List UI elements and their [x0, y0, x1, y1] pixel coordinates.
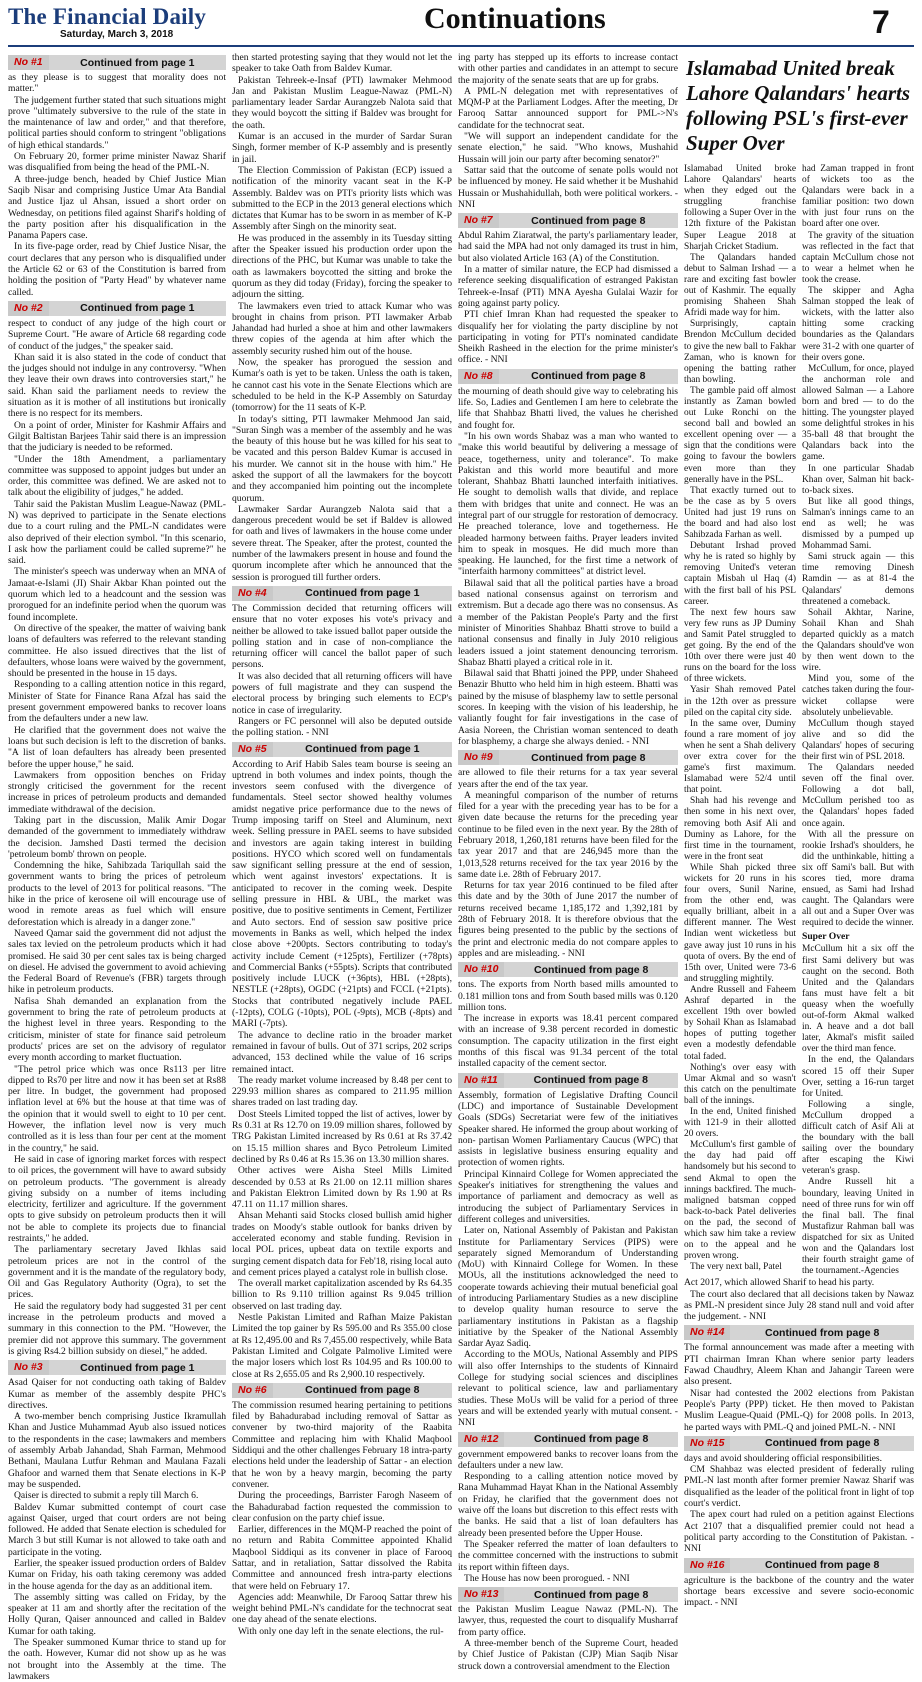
continuation-number: No #2 — [8, 301, 49, 316]
paragraph: tons. The exports from North based mills amounted to 0.181 million tons and from South based mills was 0.120 million tons. — [458, 979, 678, 1013]
paragraph: But like all good things, Salman's innings came to an end as well; he was dismissed by a pumped up Mohammad Sami. — [802, 496, 914, 552]
paragraph: Ahsan Mehanti said Stocks closed bullish amid higher trades on Moody's stable outlook for banks driven by accelerated economy and stable funding. Revision in local POL prices, upbeat data on textile exports and surging cement dispatch data for Feb'18, rising local auto and cement prices played a catalyst role in bullish close. — [232, 1210, 452, 1278]
paragraph: government empowered banks to recover loans from the defaulters under a new law. — [458, 1448, 678, 1471]
paragraph: Shah had his revenge and then some in his next over, removing both Asif Ali and Duminy as Lahore, for the first time in the tournament, were in the front seat — [684, 796, 796, 862]
continuation-body — [458, 1090, 678, 1429]
paragraph: McCullum, for once, played the anchorman role and allowed Salman — a Lahore born and bred — to do the hitting. The youngster played some delightful strokes in his 35-ball 48 that brought the Qalandars back into the game. — [802, 363, 914, 463]
paragraph: The gamble paid off almost instantly as Zaman bowled out Luke Ronchi on the second ball and bowled an excellent opening over — a sign that the conditions were going to favour the bowlers even more than they generally have in the PSL. — [684, 385, 796, 485]
continuation-body — [8, 318, 226, 1357]
continuation-body — [458, 979, 678, 1069]
paragraph: Dost Steels Limited topped the list of actives, lower by Rs 0.31 at Rs 12.70 on 19.09 million shares, followed by TRG Pakistan Limited increased by Rs 0.61 at Rs 37.42 on 15.15 million shares and Byco Petroleum Limited declined by Rs 0.46 at Rs 15.36 on 13.30 million shares. — [232, 1108, 452, 1165]
paragraph: McCullum hit a six off the first Sami delivery but was caught on the second. Both United and the Qalandars fans must have felt a bit queasy when the woefully out-of-form Akmal walked in. A heave and a dot ball later, Akmal's misfit sailed over the third man fence. — [802, 944, 914, 1055]
continuation-label: Continued from page 8 — [533, 1074, 648, 1087]
paragraph: With only one day left in the senate elections, the rul- — [238, 1625, 444, 1637]
paragraph: Earlier, the speaker issued production orders of Baldev Kumar on Friday, his oath taking ceremony was added in the house agenda for the day as an additional item. — [8, 1558, 226, 1592]
paragraph: "We will support an independent candidate for the senate election," he said. "Who knows, Mushahid Hussain will join our party after becoming senator?" — [458, 131, 678, 165]
continuation-label: Continued from page 8 — [531, 214, 646, 227]
paragraph: Bilawal said that Bhatti joined the PPP, under Shaheed Benazir Bhutto who held him in high esteem. Bhatti was pained by the misuse of blasphemy law to settle personal scores. In keeping with the vision of his leadership, he valiantly fought for fair investigations in the case of Aasia Noreen, the Christian woman sentenced to death for blasphemy, a charge she always denied. - NNI — [458, 668, 678, 747]
paragraph: During the proceedings, Barrister Farogh Naseem of the Bahadurabad faction requested the commission to clear confusion on the party chief issue. — [232, 1490, 452, 1524]
paragraph: Following a single, McCullum dropped a difficult catch of Asif Ali at the boundary with the ball sailing over the boundary after escaping the Kiwi veteran's grasp. — [802, 1099, 914, 1177]
continuation-number: No #12 — [458, 1432, 504, 1447]
paragraph: Mind you, some of the catches taken during the four-wicket collapse were absolutely unbelievable. — [802, 674, 914, 718]
paragraph: The Qalandars needed seven off the final over. Following a dot ball, McCullum perished too as the Qalandars' hopes faded once again. — [802, 763, 914, 829]
paragraph: On a point of order, Minister for Kashmir Affairs and Gilgit Baltistan Barjees Tahir said there is an impression that the judiciary is needed to be reformed. — [8, 419, 226, 454]
continuation-header — [458, 369, 678, 384]
continuation-label: Continued from page 8 — [534, 1433, 649, 1446]
continuation-body — [458, 52, 678, 210]
paragraph: the Pakistan Muslim League Nawaz (PML-N). The lawyer, thus, requested the court to disqualify Musharraf from party office. — [458, 1604, 678, 1638]
paragraph: "In his own words Shabaz was a man who wanted to "make this world beautiful by delivering a message of peace, togetherness, unity and tolerance". To make Pakistan and this world more beautiful and more tolerant, Shahbaz Bhatti launched interfaith initiatives. He sought to demolish walls that divide, and replace them with bridges that unite and connect. He was an integral part of our struggle for restoration of democracy. He preached tolerance, love and togetherness. He pleaded harmony between faiths. Prayer leaders invited him to speak in mosques. He did much more than speaking. He launched, for the first time a network of "interfaith harmony committees" at district level. — [458, 430, 678, 578]
paragraph: Condemning the hike, Sahibzada Tariqullah said the government wants to bring the prices of petroleum products to the level of 2013 for political reasons. "The hike in the price of kerosene oil will encourage use of wood in remote areas as fuel which will ensure deforestation which is already in a danger zone." — [8, 860, 226, 928]
paragraph: Surprisingly, captain Brendon McCullum decided to give the new ball to Fakhar Zaman, who is known for opening the batting rather than bowling. — [684, 319, 796, 385]
column-2 — [232, 52, 452, 1637]
continuation-header — [684, 1325, 914, 1340]
continuation-label: Continued from page 1 — [80, 1361, 195, 1374]
paragraph: The parliamentary secretary Javed Ikhlas said petroleum prices are not in the control of the government and it is the mandate of the regulatory body, Oil and Gas Regulatory Authority (Ogra), to set the prices. — [8, 1244, 226, 1301]
continuation-header — [458, 1587, 678, 1602]
paragraph: The Commission decided that returning officers will ensure that no voter exposes his vote's privacy and neither be allowed to take issued ballot paper outside the polling station and in case of non-compliance the returning officer will cancel the ballot paper of such persons. — [232, 602, 452, 671]
continuation-number: No #11 — [458, 1073, 504, 1088]
paragraph: Andre Russell and Faheem Ashraf departed in the excellent 19th over bowled by Sohail Khan as Islamabad hopes of putting together even a modestly defendable total faded. — [684, 984, 796, 1062]
paragraph: In its five-page order, read by Chief Justice Nisar, the court declares that any person who is disqualified under the Article 62 or 63 of the Constitution is barred from holding the position of "Party Head" by whatever name called. — [8, 241, 226, 298]
paragraph: The formal announcement was made after a meeting with PTI chairman Imran Khan where senior party leaders Fawad Chaudhry, Aleem Khan and Jahangir Tareen were also present. — [684, 1342, 914, 1388]
story-headline: Islamabad United break Lahore Qalandars' hearts following PSL's first-ever Super Over — [686, 56, 911, 155]
paragraph: The gravity of the situation was reflected in the fact that captain McCullum chose not to wear a helmet when he took the crease. — [802, 230, 914, 285]
continuation-number: No #13 — [458, 1587, 504, 1602]
column-4 — [684, 52, 914, 1609]
continuation-label: Continued from page 8 — [765, 1437, 880, 1450]
paragraph: The Election Commission of Pakistan (ECP) issued a notification of the minority vacant seat in the K-P Assembly. Baldev was on PTI's priority lists which was submitted to the ECP in the 2013 general elections which dictates that Kumar has to be sworn in as member of K-P Assembly after Singh on the minority seat. — [232, 164, 452, 233]
column-1 — [8, 52, 226, 1682]
continuation-label: Continued from page 8 — [305, 1384, 420, 1397]
paragraph: He said the regulatory body had suggested 31 per cent increase in the petroleum products and moved a summary in this connection to the PM. "However, the premier did not approve this summary. The government is giving Rs4.2 billion subsidy on diesel," he added. — [8, 1300, 226, 1357]
paragraph: Taking part in the discussion, Malik Amir Dogar demanded of the government to immediately withdraw the decision. Jamshed Dasti termed the decision 'petroleum bomb' thrown on people. — [8, 815, 226, 860]
paragraph: In a matter of similar nature, the ECP had dismissed a reference seeking disqualification of estranged Pakistan Tehreek-e-Insaf (PTI) MNA Ayesha Gulalai Wazir for going against party policy. — [458, 264, 678, 309]
continuation-number: No #7 — [458, 213, 499, 228]
paragraph: The Speaker referred the matter of loan defaulters to the committee concerned with the instructions to submit its report within fifteen days. — [458, 1538, 678, 1573]
paragraph: Earlier, differences in the MQM-P reached the point of no return and Rabita Committee appointed Khalid Maqbool Siddiqui as its convener in place of Farooq Sattar, and in retaliation, Sattar dissolved the Rabita Committee and announced fresh intra-party elections that were held on February 17. — [232, 1524, 452, 1592]
paragraph: Khan said it is also stated in the code of conduct that the judges should not indulge in any controversy. "When they leave their own draws into controversies start," he said. Khan said the parliament needs to review the situation as it is mother of all institutions but ironically there is no respect for its members. — [8, 351, 226, 420]
paragraph: Kumar is an accused in the murder of Sardar Suran Singh, former member of K-P assembly and is presently in jail. — [232, 131, 452, 165]
continuation-header — [684, 1436, 914, 1451]
paragraph: Abdul Rahim Ziaratwal, the party's parliamentary leader, had said the MPA had not only damaged its trust in him, but also violated Article 163 (A) of the Constitution. — [458, 230, 678, 264]
paragraph: Nafisa Shah demanded an explanation from the government to bring the rate of petroleum products at the highest level in three years. Responding to the criticism, minister of state for finance said petroleum products' prices are set on the advisory of regulator every month according to market fluctuation. — [8, 995, 226, 1064]
continuation-number: No #4 — [232, 586, 273, 601]
paragraph: The Qalandars handed debut to Salman Irshad — a rare and exciting fast bowler out of Kashmir. The equally promising Shaheen Shah Afridi made way for him. — [684, 252, 796, 319]
continuation-number: No #6 — [232, 1383, 273, 1398]
paragraph: The next few hours saw very few runs as JP Duminy and Samit Patel struggled to get going. By the end of the 10th over there were just 40 runs on the board for the loss of three wickets. — [684, 607, 796, 685]
continuation-header — [458, 213, 678, 228]
paragraph: He said in case of ignoring market forces with respect to oil prices, the government will have to award subsidy on petroleum products. "The government is already giving subsidy on a number of items including electricity, fertilizer and agriculture. If the government opts to give subsidy on petroleum products then it will not be able to complete its projects due to financial restraints," he added. — [8, 1153, 226, 1244]
continuation-body — [684, 1575, 914, 1609]
paragraph: Agencies add: Meanwhile, Dr Farooq Sattar threw his weight behind PML-N's candidate for the technocrat seat one day ahead of the senate elections. — [232, 1591, 452, 1626]
continuation-body — [458, 230, 678, 366]
section-title: Continuations — [424, 2, 606, 35]
continuation-body — [8, 1377, 226, 1682]
paragraph: The commission resumed hearing pertaining to petitions filed by Bahadurabad including removal of Sattar as convener by two-third majority of the Raabita Committee and replacing him with Khalid Maqbool Siddiqui and the other challenges February 18 intra-party elections held under the leadership of Sattar - an election that he won by a heavy margin, becoming the party convener. — [232, 1399, 452, 1490]
continuation-label: Continued from page 8 — [765, 1559, 880, 1572]
paragraph: Principal Kinnaird College for Women appreciated the Speaker's initiatives for strengthening the values and importance of parliament and democracy as well as introducing the subject of Parliamentary Services in different colleges and universities. — [458, 1168, 678, 1225]
continuation-label: Continued from page 8 — [765, 1326, 880, 1339]
paragraph: The apex court had ruled on a petition against Elections Act 2107 that a disqualified premier could not head a political party according to the Constitution of Pakistan. - NNI — [684, 1509, 914, 1555]
continuation-label: Continued from page 8 — [534, 963, 649, 976]
continuation-label: Continued from page 1 — [305, 743, 420, 756]
continuation-header — [458, 1432, 678, 1447]
paragraph: The Speaker summoned Kumar thrice to stand up for the oath. However, Kumar did not show up as he was not brought into the Assembly at the time. The lawmakers — [8, 1637, 226, 1682]
continuation-body — [458, 386, 678, 748]
paragraph: The advance to decline ratio in the broader market remained in favour of bulls. Out of 371 scrips, 202 scrips advanced, 153 declined while the value of 16 scrips remained intact. — [232, 1029, 452, 1075]
continuation-header — [232, 1383, 452, 1398]
paragraph: Returns for tax year 2016 continued to be filed after this date and by the 30th of June 2017 the number of returns received became 1,185,172 and 1,392,181 by 28th of February 2018. It is therefore obvious that the figures being presented to the public by the sections of the print and electronic media do not compare apples to apples and are misleading. - NNI — [458, 880, 678, 959]
paragraph: On directive of the speaker, the matter of waiving bank loans of defaulters was referred to the relevant standing committee. He also issued directives that the list of defaulters, whose loans were waived by the government, should be presented in the house in 15 days. — [8, 622, 226, 680]
story-right-paragraphs — [802, 164, 914, 929]
paragraph: McCullum though stayed alive and so did the Qalandars' hopes of securing their first win of PSL 2018. — [802, 718, 914, 762]
masthead — [0, 0, 922, 46]
continuation-body — [684, 1453, 914, 1555]
paragraph: A three-member bench of the Supreme Court, headed by Chief Justice of Pakistan (CJP) Mian Saqib Nisar struck down a controversial amendment to the Election — [458, 1638, 678, 1672]
paragraph: The court also declared that all decisions taken by Nawaz as PML-N president since July 28 stand null and void after the judgement. - NNI — [684, 1288, 914, 1323]
continuation-body — [684, 1342, 914, 1432]
paragraph: Islamabad United broke Lahore Qalandars' hearts when they edged out the struggling franchise following a Super Over in the 12th fixture of the Pakistan Super League 2018 at Sharjah Cricket Stadium. — [684, 164, 796, 252]
paragraph: Lawmakers from opposition benches on Friday strongly criticised the government for the recent increase in prices of petroleum products and demanded immediate withdrawal of the decision. — [8, 769, 226, 815]
paragraph: The increase in exports was 18.41 percent compared with an increase of 9.38 percent recorded in domestic consumption. The capacity utilization in the first eight months of this fiscal was 91.34 percent of the total installed capacity of the cement sector. — [458, 1013, 678, 1070]
paragraph: Nisar had contested the 2002 elections from Pakistan People's Party (PPP) ticket. He then moved to Pakistan Muslim League-Quaid (PML-Q) for 2008 polls. In 2013, he parted ways with PML-Q and joined PML-N. - NNI — [684, 1387, 914, 1433]
paragraph: In one particular Shadab Khan over, Salman hit back-to-back sixes. — [802, 463, 914, 496]
paragraph: Sattar said that the outcome of senate polls would not be influenced by money. He said whether it be Mushahid Hussain or Mushahidullah, both were political workers. - NNI — [458, 164, 678, 210]
continuation-number: No #5 — [232, 742, 273, 757]
continuation-header — [8, 301, 226, 316]
paragraph: Assembly, formation of Legislative Drafting Council (LDC) and importance of Sustainable Development Goals (SDGs) Secretariat were few of the initiatives Speaker shared. He informed the group about working of non- partisan Women Parliamentary Caucus (WPC) that assists in legislative business ensuring equality and protection of women rights. — [458, 1089, 678, 1169]
paragraph: The minister's speech was underway when an MNA of Jamaat-e-Islami (JI) Shair Akbar Khan pointed out the quorum which led to a headcount and the session was prorogued for an indefinite period when the quorum was found incomplete. — [8, 566, 226, 623]
continuation-header — [8, 55, 226, 70]
paragraph: He clarified that the government does not waive the loans but such decision is left to the discretion of banks. "A list of loan defaulters has already been presented before the upper house," he said. — [8, 724, 226, 770]
paragraph: Asad Qaiser for not conducting oath taking of Baldev Kumar as member of the assembly despite PHC's directives. — [8, 1377, 226, 1411]
continuation-body — [458, 1604, 678, 1672]
paragraph: PTI chief Imran Khan had requested the speaker to disqualify her for violating the party discipline by not participating in voting for PTI's nominated candidate Sheikh Rasheed in the election for the prime minister's office. - NNI — [458, 309, 678, 366]
continuation-header — [458, 1073, 678, 1088]
story-body — [684, 164, 914, 1277]
continuation-header — [684, 1558, 914, 1573]
paragraph: Nothing's over easy with Umar Akmal and so wasn't this catch on the penultimate ball of the innings. — [684, 1062, 796, 1106]
page-number: 7 — [872, 4, 890, 40]
paragraph: Qaiser is directed to submit a reply till March 6. — [14, 1490, 199, 1502]
continuation-label: Continued from page 1 — [80, 56, 195, 69]
paragraph: In the end, the Qalandars scored 15 off their Super Over, setting a 16-run target for United. — [802, 1055, 914, 1099]
paragraph: According to Arif Habib Sales team bourse is seeing an uptrend in both volumes and index points, though the investors seem confused with the divergence of fundamentals. Steel sector showed healthy volumes amidst negative price performance due to the news of Trump imposing tariff on Steel and Aluminum, next week. Selling pressure in PAEL seems to have subsided and investors are again taking interest in building positions. HYCO which scored well on fundamentals saw significant selling pressure at the end of session, which went against investors' expectations. It is anticipated to recover in the coming week. Despite selling pressure in HBL & UBL, the market was positive, due to positive sentiments in Cement, Fertilizer and Auto sectors. End of session saw positive price movements in Banks as well, which helped the index close above +200pts. Sectors contributing to today's activity include Cement (+125pts), Fertilizer (+78pts) and Commercial Banks (+55pts). Scripts that contributed positively include LUCK (+36pts), HBL (+28pts), NESTLE (+28pts), OGDC (+21pts) and FCCL (+21pts). Stocks that contributed negatively include PAEL (-12pts), COLG (-10pts), POL (-9pts), MCB (-8pts) and MARI (-7pts). — [232, 758, 452, 1030]
paragraph: It was also decided that all returning officers will have powers of full magistrate and they can suspend the electoral process by bringing such elements to ECP's notice in case of irregularity. — [232, 670, 452, 716]
paragraph: According to the MOUs, National Assembly and PIPS will also offer Internships to the students of Kinnaird College for studying social sciences and disciplines relevant to political science, law and parliamentary studies. These MoUs will be valid for a period of three years and will be extended yearly with mutual consent. - NNI — [458, 1349, 678, 1429]
continuation-number: No #10 — [458, 962, 504, 977]
paragraph: "The petrol price which was once Rs113 per litre dipped to Rs70 per litre and now it has been set at Rs88 per litre. In budget, the government had proposed inflation level at 6% but the house at that time was of the opinion that it would swell to eight to 10 per cent. However, the inflation level now is very much controlled as it is less than four per cent at the moment in the country," he said. — [8, 1063, 226, 1154]
paragraph: days and avoid shouldering official responsibilities. — [684, 1452, 883, 1464]
paragraph: The assembly sitting was called on Friday, by the speaker at 11 am and shortly after the recitation of the Holly Quran, Qaiser announced and called in Baldev Kumar for oath taking. — [8, 1591, 226, 1637]
continuation-number: No #16 — [684, 1558, 730, 1573]
paragraph: Tahir said the Pakistan Muslim League-Nawaz (PML-N) was deprived to participate in the Senate elections due to a court ruling and the PML-N candidates were also deprived of their election symbol. "In this scenario, I ask how the parliament could be called supreme?" he said. — [8, 498, 226, 567]
continuation-body — [458, 767, 678, 959]
paragraph: The skipper and Agha Salman stopped the leak of wickets, with the latter also hitting some cracking boundaries as the Qalandars were 31-2 with one quarter of their overs gone. — [802, 286, 914, 363]
continuation-body — [232, 603, 452, 739]
paragraph: Responding to a calling attention notice in this regard, Minister of State for Finance Rana Afzal has said the present government empowered banks to recover loans from the defaulters under a new law. — [8, 679, 226, 725]
paragraph: "Under the 18th Amendment, a parliamentary committee was supposed to appoint judges but under an order, this committee was defined. We are asked not to talk about the eligibility of judges," he added. — [8, 453, 226, 499]
continuation-header — [232, 742, 452, 757]
paragraph: Andre Russell hit a boundary, leaving United in need of three runs for win off the final ball. The final Mustafizur Rahman ball was dispatched for six as United won and the Qalandars lost their fourth straight game of the tournament.-Agencies — [802, 1177, 914, 1277]
continuation-body — [8, 72, 226, 298]
continuation-body — [458, 1449, 678, 1585]
continuation-header — [458, 750, 678, 765]
paragraph: Lawmaker Sardar Aurangzeb Nalota said that a dangerous precedent would be set if Baldev is allowed for oath and lives of lawmakers in the house come under severe threat. The Speaker, after the protest, counted the number of the lawmakers present in house and found the quorum incomplete after which he announced that the session is prorogued till further orders. — [232, 503, 452, 583]
paragraph: The judgement further stated that such situations might prove "ultimately subversive to the rule of the state in the maintenance of law and order," and that therefore, political parties should conform to stringent "obligations of high ethical standards." — [8, 94, 226, 151]
paragraph: In the same over, Duminy found a rare moment of joy when he sent a Shah delivery over extra cover for the game's first maximum. Islamabad were 52/4 until that point. — [684, 718, 796, 796]
paragraph: He was produced in the assembly in its Tuesday sitting after the Speaker issued his production order upon the directions of the PHC, but Kumar was unable to take the oath as lawmakers boycotted the sitting and broke the quorum as they did today (Friday), forcing the speaker to adjourn the sitting. — [232, 232, 452, 301]
paragraph: agriculture is the backbone of the country and the water shortage bears excessive and severe socio-economic impact. - NNI — [684, 1574, 914, 1609]
paragraph: In today's sitting, PTI lawmaker Mehmood Jan said, "Suran Singh was a member of the assembly and he was the beauty of this house but he was killed for his seat to be vacated and this person Baldev Kumar is accused in his murder. We cannot sit in the house with him." He asked the support of all the lawmakers for the boycott and they accompanied him pointing out the incomplete quorum. — [232, 413, 452, 504]
continuation-number: No #9 — [458, 750, 499, 765]
continuation-number: No #3 — [8, 1360, 49, 1375]
continuation-label: Continued from page 1 — [80, 302, 195, 315]
paragraph: Baldev Kumar submitted contempt of court case against Qaiser, urged that court orders are not being followed. He added that Senate election is scheduled for March 3 but still Kumar is not allowed to take oath and participate in the voting. — [8, 1501, 226, 1558]
paragraph: Later on, National Assembly of Pakistan and Pakistan Institute for Parliamentary Services (PIPS) were separately signed Memorandum of Understanding (MoU) with Kinnaird College for Women. In these MOUs, all the institutions acknowledged the need to cooperate towards achieving their mutual beneficial goal of introducing Parliamentary Studies as a new discipline to develop quality human resource to serve the parliamentary institutions in Pakistan as a flagship initiative by the Speaker of the National Assembly Sardar Ayaz Sadiq. — [458, 1225, 678, 1350]
paragraph: The lawmakers even tried to attack Kumar who was brought in chains from prison. PTI lawmaker Arbab Jahandad had hurled a shoe at him and other lawmakers threw copies of the agenda at him after which the assembly security rushed him out of the house. — [232, 300, 452, 357]
paragraph: Other actives were Aisha Steel Mills Limited descended by 0.53 at Rs 21.00 on 12.11 million shares and Pakistan Elektron Limited down by Rs 1.90 at Rs 47.11 on 11.17 million shares. — [232, 1165, 452, 1211]
paragraph: Naveed Qamar said the government did not adjust the sales tax levied on the petroleum products which it had promised. He said 30 per cent sales tax is being charged on diesel. He advised the government to avoid achieving the Federal Board of Revenue's (FBR) targets through hike in petroleum products. — [8, 927, 226, 996]
continuation-body — [684, 1277, 914, 1322]
continuation-body — [232, 759, 452, 1380]
paragraph: The House has now been prorogued. - NNI — [464, 1572, 630, 1584]
paragraph: While Shah picked three wickets for 20 runs in his four overs, Sunil Narine, from the other end, was equally brilliant, albeit in a different manner. The West Indian went wicketless but gave away just 10 runs in his quota of overs. By the end of 15th over, United were 73-6 and struggling mightily. — [684, 862, 796, 984]
paragraph: as they please is to suggest that morality does not matter." — [8, 72, 226, 95]
paragraph: In the end, United finished with 121-9 in their allotted 20 overs. — [684, 1106, 796, 1140]
paragraph: Yasir Shah removed Patel in the 12th over as pressure piled on the capital city side. — [684, 685, 796, 718]
paragraph: respect to conduct of any judge of the high court or Supreme Court. "He aware of Article 68 regarding code of conduct of the judges," the speaker said. — [8, 317, 226, 352]
paper-logo — [8, 4, 206, 30]
paragraph: Nestle Pakistan Limited and Rafhan Maize Pakistan Limited the top gainer by Rs 595.00 and Rs 355.00 close at Rs 12,495.00 and Rs 7,455.00 respectively, while Bata Pakistan Limited and Colgate Palmolive Limited were the major losers which lost Rs 104.95 and Rs 100.00 to close at Rs 2,655.05 and Rs 2,900.10 respectively. — [232, 1312, 452, 1380]
paragraph: The overall market capitalization ascended by Rs 64.35 billion to Rs 9.110 trillion against Rs 9.045 trillion observed on last trading day. — [232, 1278, 452, 1312]
continuation-label: Continued from page 8 — [534, 1588, 649, 1601]
paragraph: A meaningful comparison of the number of returns filed for a year with the preceding year has to be for a given date because the returns for the preceding year continue to be filed even in the next year. By the 28th of February 2018, 1,260,181 returns have been filed for the tax year 2017 and that are 246,945 more than the 1,013,528 returns received for the tax year 2016 by the same date i.e. 28th of February 2017. — [458, 789, 678, 880]
continuation-label: Continued from page 1 — [305, 587, 420, 600]
paragraph: Rangers or FC personnel will also be deputed outside the polling station. - NNI — [232, 715, 452, 739]
paragraph: CM Shahbaz was elected president of federally ruling PML-N last month after former premier Nawaz Sharif was disqualified as the leader of the political front in light of top court's verdict. — [684, 1464, 914, 1510]
paragraph: A three-judge bench, headed by Chief Justice Mian Saqib Nisar and comprising Justice Umar Ata Bandial and Justice Ijaz ul Ahsan, issued a short order on Wednesday, on petitions filed against Sharif's holding of the party position after his disqualification in the Panama Papers case. — [8, 173, 226, 242]
continuation-number: No #8 — [458, 369, 499, 384]
paragraph: Responding to a calling attention notice moved by Rana Muhammad Hayat Khan in the National Assembly on Friday, he clarified that the government does not waive off the loans but discretion to this effect rests with the banks. He said that a list of loan defaulters has already been presented before the Upper House. — [458, 1471, 678, 1539]
column-3 — [458, 52, 678, 1672]
paragraph: On February 20, former prime minister Nawaz Sharif was disqualified from being the head of the PML-N. — [8, 151, 226, 174]
paragraph: the mourning of death should give way to celebrating his life. So, Ladies and Gentlemen I am here to celebrate the life that Shahbaz Bhatti lived, the values he cherished and fought for. — [458, 385, 678, 431]
paragraph: The very next ball, Patel — [690, 1262, 782, 1273]
paragraph: Pakistan Tehreek-e-Insaf (PTI) lawmaker Mehmood Jan and Pakistan Muslim League-Nawaz (PML-N) parliamentary leader Sardar Aurangzeb Nalota said that they would boycott the sitting if Baldev was brought for the oath. — [232, 74, 452, 131]
paragraph: McCullum's first gamble of the day had paid off handsomely but his second to send Akmal to open the innings backfired. The much-maligned batsman copped back-to-back Patel deliveries on the pad, the second of which saw him take a review on to the appeal and he proven wrong. — [684, 1140, 796, 1262]
story-left-column — [684, 164, 796, 1277]
continuation-label: Continued from page 8 — [531, 751, 646, 764]
paragraph: had Zaman trapped in front of wickets too as the Qalandars were back in a familiar position: two down with just four runs on the board after one over. — [802, 164, 914, 230]
paragraph: Now, the speaker has prorogued the session and Kumar's oath is yet to be taken. Unless the oath is taken, he cannot cast his vote in the Senate Elections which are scheduled to be held in the K-P Assembly on Saturday (tomorrow) for the 11 seats of K-P. — [232, 357, 452, 414]
continuation-body — [232, 1400, 452, 1637]
paper-name: The Financial Daily — [8, 4, 207, 29]
paragraph: Sami struck again — this time removing Dinesh Ramdin — as at 81-4 the Qalandars' demons threatened a comeback. — [802, 552, 914, 607]
paragraph: The ready market volume increased by 8.48 per cent to 229.93 million shares as compared to 211.95 million shares traded on last trading day. — [232, 1074, 452, 1109]
paragraph: A two-member bench comprising Justice Ikramullah Khan and Justice Muhammad Ayub also issued notices to the respondents in the case; lawmakers and members of assembly Arbab Jahandad, Shah Farman, Mehmood Bethani, Maulana Lutfur Rehman and Maulana Fazali Ghafoor and warned them that Senate elections in K-P may be suspended. — [8, 1411, 226, 1490]
paragraph: then started protesting saying that they would not let the speaker to take Oath from Baldev Kumar. — [232, 52, 452, 75]
story-right-column — [802, 164, 914, 1277]
paragraph: are allowed to file their returns for a tax year several years after the end of the tax year. — [458, 767, 678, 790]
issue-date: Saturday, March 3, 2018 — [60, 29, 174, 40]
super-over-subhead: Super Over — [802, 931, 850, 943]
header-rule — [8, 45, 914, 47]
paragraph: That exactly turned out to be the case as by 5 overs United had just 19 runs on the board and had also lost Sahibzada Farhan as well. — [684, 485, 796, 541]
super-over-paragraphs — [802, 944, 914, 1277]
paragraph: Sohail Akhtar, Narine, Sohail Khan and Shah departed quickly as a match the Qalandars should've won by then went down to the wire. — [802, 607, 914, 674]
continuation-number: No #15 — [684, 1436, 730, 1451]
paragraph: A PML-N delegation met with representatives of MQM-P at the Parliament Lodges. After the meeting, Dr Farooq Sattar announced support for PML->N's candidate for the technocrat seat. — [458, 85, 678, 131]
paragraph: Act 2017, which allowed Sharif to head his party. — [684, 1277, 875, 1289]
continuation-header — [8, 1360, 226, 1375]
paragraph: Debutant Irshad proved why he is rated so highly by removing United's veteran captain Misbah ul Haq (4) with the first ball of his PSL career. — [684, 541, 796, 607]
paragraph: Bilawal said that all the political parties have a broad based national consensus against on terrorism and extremism. But a decade ago there was no consensus. As a member of the Pakistan People's Party and the first minister of Minorities Shahbaz Bhatti strove to build a national consensus and finally in July 2010 religious leaders issued a joint statement denouncing terrorism. Shabaz Bhatti played a critical role in it. — [458, 577, 678, 668]
continuation-number: No #1 — [8, 55, 49, 70]
continuation-header — [232, 586, 452, 601]
paragraph: ing party has stepped up its efforts to increase contact with other parties and candidates in an attempt to secure the majority of the senate seats that are up for grabs. — [458, 52, 678, 86]
continuation-label: Continued from page 8 — [531, 370, 646, 383]
continuation-number: No #14 — [684, 1325, 730, 1340]
continuation-header — [458, 962, 678, 977]
continuation-body — [232, 52, 452, 583]
paragraph: With all the pressure on rookie Irshad's shoulders, he did the unthinkable, hitting a six off Sami's ball. But with scores tied, more drama ensued, as Sami had Irshad caught. The Qalandars were all out and a Super Over was required to decide the winner. — [802, 829, 914, 929]
